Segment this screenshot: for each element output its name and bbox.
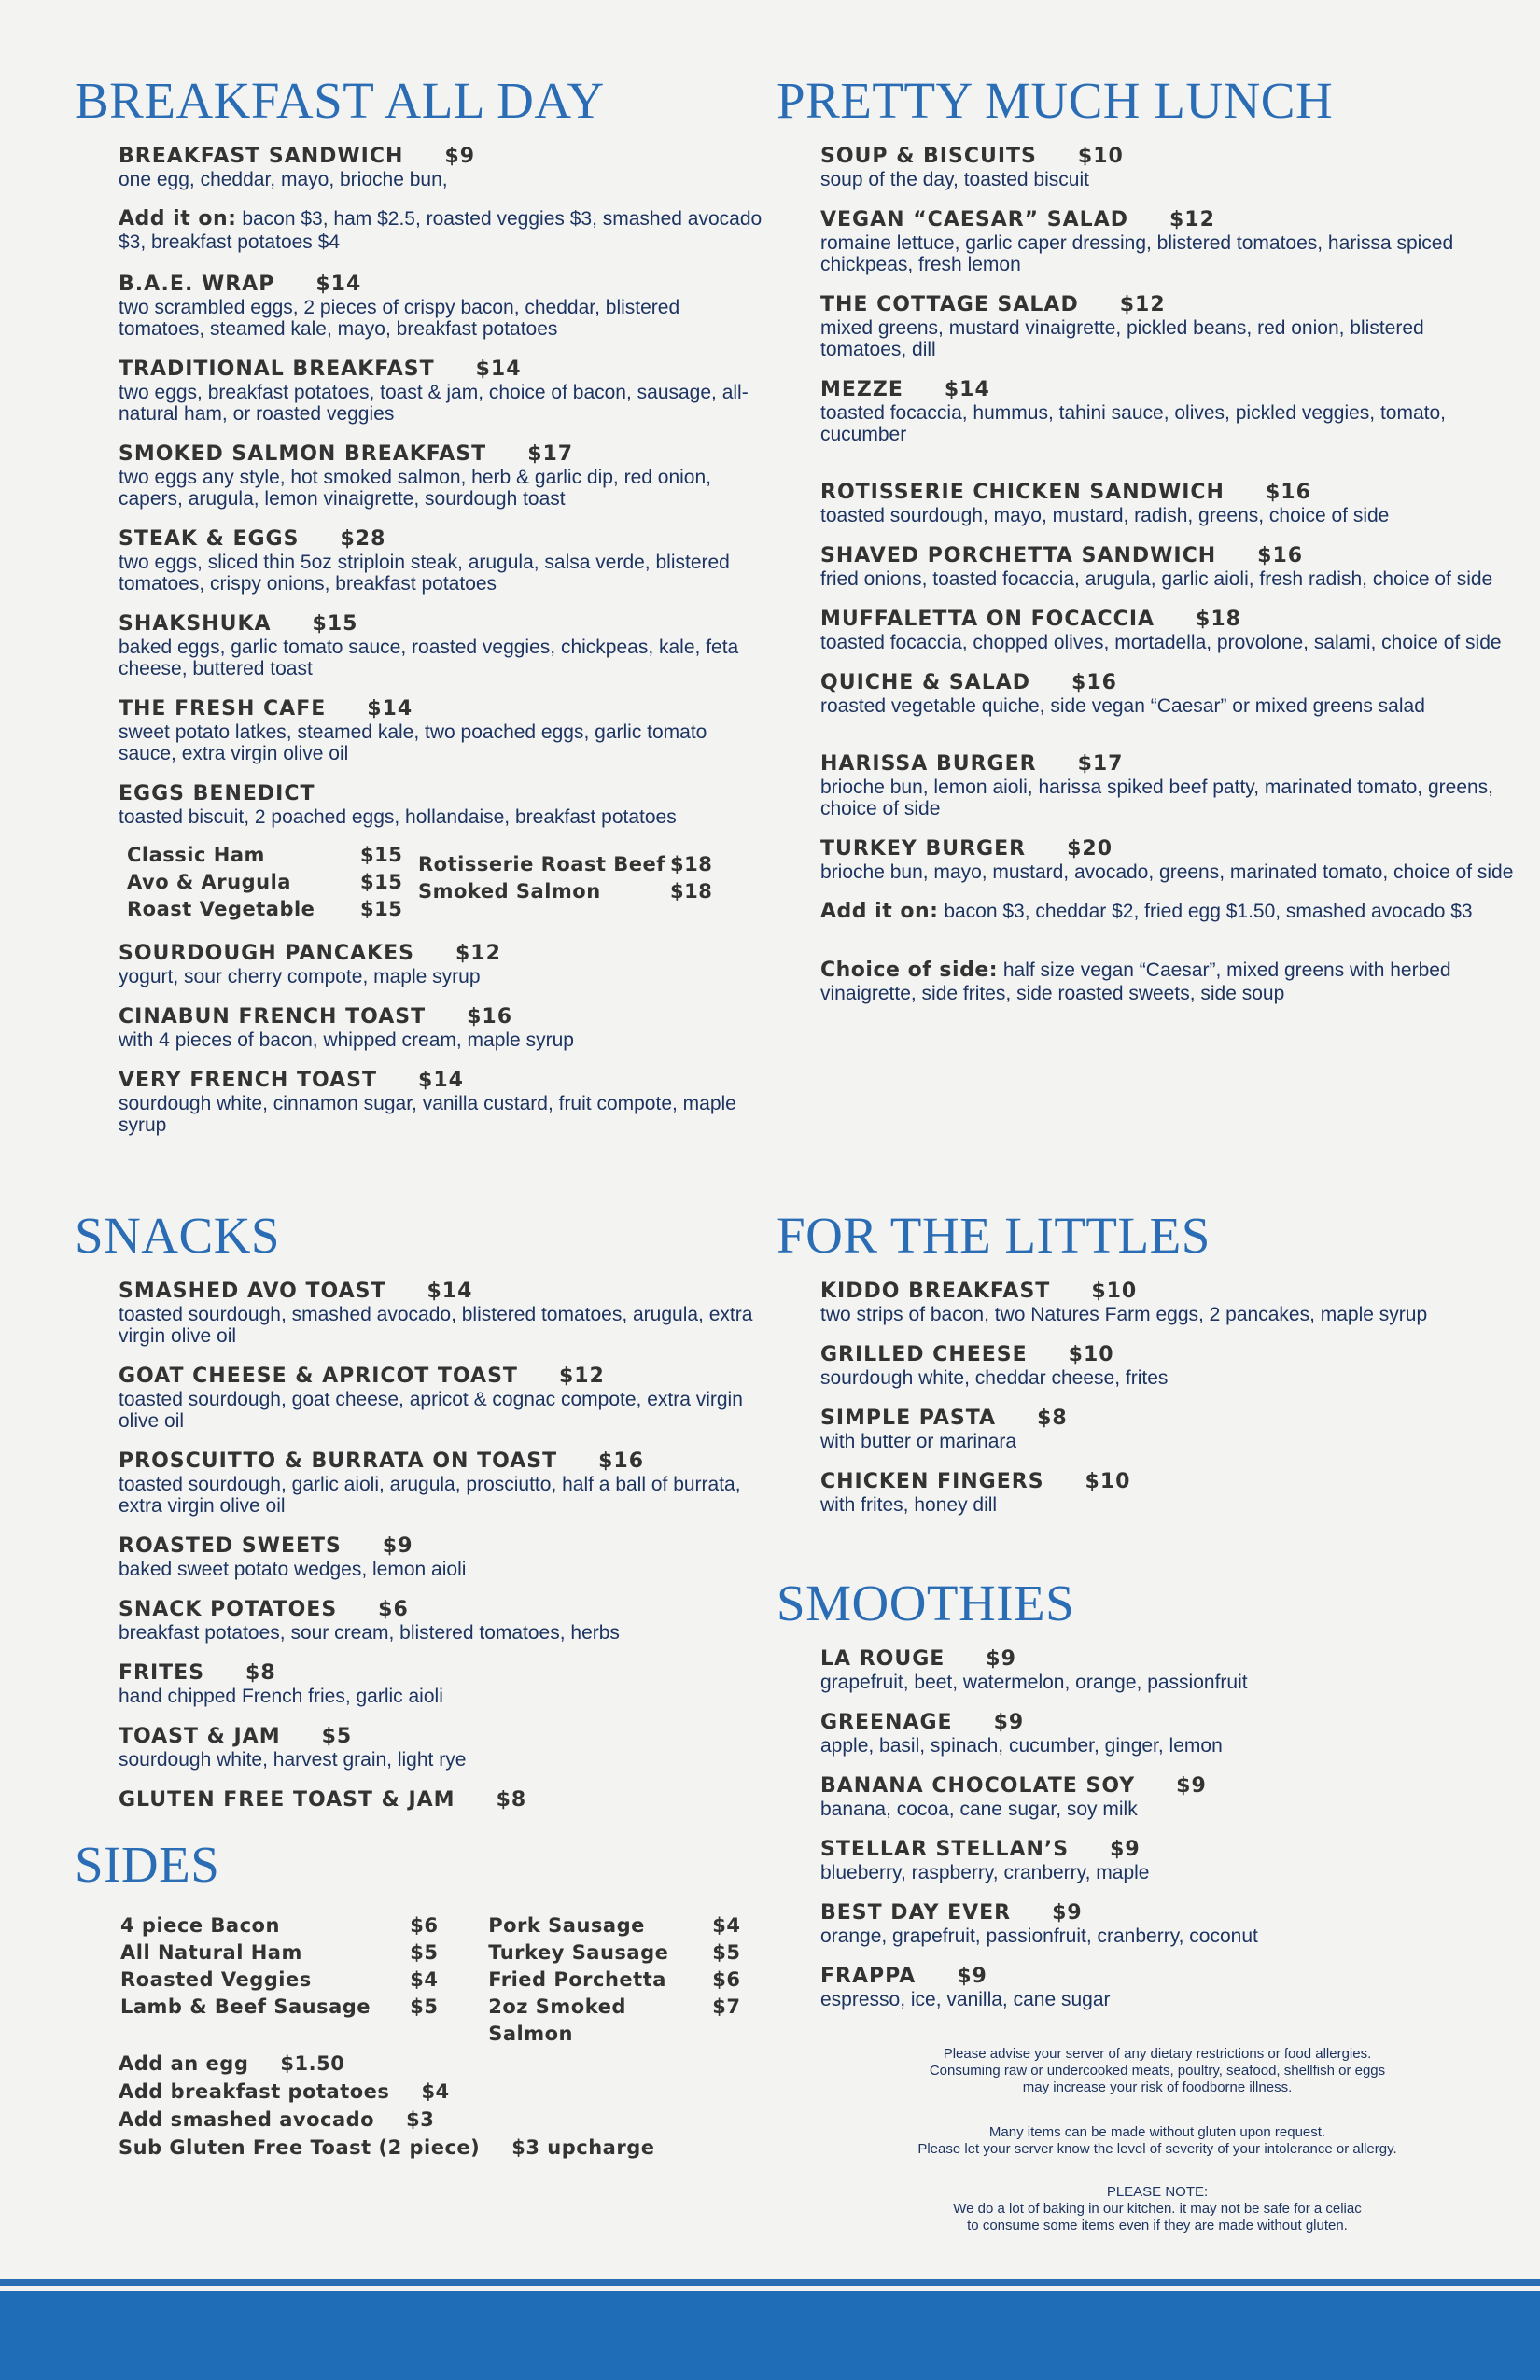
menu-item	[119, 1598, 765, 1644]
item-header	[119, 942, 765, 966]
item-header	[820, 1280, 1514, 1304]
item-price: $15	[312, 612, 358, 636]
item-description: mixed greens, mustard vinaigrette, pickled beans, red onion, blistered tomatoes, dill	[820, 317, 1424, 360]
menu-item	[820, 1280, 1514, 1325]
item-header	[820, 1470, 1514, 1494]
item-header	[119, 782, 765, 806]
extra-row	[119, 2134, 765, 2162]
item-header	[820, 671, 1514, 695]
item-name: TRADITIONAL BREAKFAST	[119, 357, 435, 381]
item-price: $8	[245, 1661, 276, 1685]
item-description: with frites, honey dill	[820, 1494, 998, 1516]
option-name: Rotisserie Roast Beef	[418, 853, 665, 875]
extra-name: Add smashed avocado	[119, 2108, 375, 2131]
item-description: orange, grapefruit, passionfruit, cranberry, coconut	[820, 1925, 1258, 1947]
item-price: $17	[527, 442, 574, 466]
item-description: toasted focaccia, hummus, tahini sauce, olives, pickled veggies, tomato, cucumber	[820, 402, 1447, 445]
item-name: BREAKFAST SANDWICH	[119, 145, 404, 168]
menu-item	[820, 1407, 1514, 1452]
option-price: $15	[360, 844, 403, 866]
item-name: STELLAR STELLAN’S	[820, 1838, 1070, 1861]
add-on-text: bacon $3, cheddar $2, fried egg $1.50, smashed avocado $3	[938, 901, 1473, 922]
item-description: toasted biscuit, 2 poached eggs, hollandaise, breakfast potatoes	[119, 806, 677, 828]
menu-list	[820, 145, 1514, 1006]
option-name: Fried Porchetta	[488, 1968, 666, 1991]
item-header	[820, 1647, 1514, 1672]
option-row	[127, 869, 407, 896]
option-price: $5	[410, 1941, 439, 1964]
option-price: $4	[410, 1968, 439, 1991]
add-on-note	[820, 901, 1514, 924]
menu-item	[119, 1788, 765, 1813]
item-description: breakfast potatoes, sour cream, blistered tomatoes, herbs	[119, 1622, 620, 1644]
option-name: Avo & Arugula	[127, 871, 291, 893]
menu-item	[820, 671, 1514, 717]
option-row	[488, 1912, 765, 1939]
section-title: PRETTY MUCH LUNCH	[777, 72, 1334, 129]
item-name: GOAT CHEESE & APRICOT TOAST	[119, 1365, 518, 1388]
item-price: $9	[957, 1965, 987, 1988]
option-price: $6	[712, 1968, 741, 1991]
item-description: soup of the day, toasted biscuit	[820, 169, 1089, 190]
item-header	[119, 273, 765, 297]
item-header	[820, 1343, 1514, 1367]
item-price: $9	[993, 1711, 1025, 1734]
menu-item	[820, 1711, 1514, 1757]
item-description: with 4 pieces of bacon, whipped cream, maple syrup	[119, 1029, 574, 1051]
menu-item	[119, 1661, 765, 1707]
item-description: sourdough white, cinnamon sugar, vanilla custard, fruit compote, maple syrup	[119, 1093, 736, 1136]
extra-price: $3 upcharge	[511, 2136, 655, 2159]
item-description: grapefruit, beet, watermelon, orange, passionfruit	[820, 1672, 1248, 1693]
item-price: $10	[1091, 1280, 1138, 1303]
item-header	[820, 1407, 1514, 1431]
item-price: $6	[378, 1598, 409, 1621]
menu-item	[119, 942, 765, 987]
extra-price: $1.50	[280, 2052, 345, 2075]
option-name: Roasted Veggies	[120, 1968, 312, 1991]
item-price: $16	[1265, 481, 1311, 504]
option-row	[488, 1994, 765, 2048]
item-header	[119, 527, 765, 552]
item-description: apple, basil, spinach, cucumber, ginger, lemon	[820, 1735, 1223, 1757]
item-price: $12	[558, 1365, 605, 1388]
menu-item	[820, 837, 1514, 883]
item-description: roasted vegetable quiche, side vegan “Caesar” or mixed greens salad	[820, 695, 1425, 717]
item-header	[119, 1365, 765, 1389]
item-price: $8	[496, 1788, 527, 1812]
item-name: BEST DAY EVER	[820, 1901, 1012, 1925]
item-price: $16	[467, 1005, 513, 1029]
item-price: $5	[321, 1725, 353, 1748]
item-description: toasted sourdough, smashed avocado, blistered tomatoes, arugula, extra virgin olive oil	[119, 1304, 753, 1347]
item-name: GREENAGE	[820, 1711, 953, 1734]
item-description: two eggs, sliced thin 5oz striploin steak, arugula, salsa verde, blistered tomatoes, crispy onions, breakfast potatoes	[119, 552, 730, 595]
option-name: Turkey Sausage	[488, 1941, 669, 1964]
menu-list	[820, 1647, 1514, 2010]
note-line: Many items can be made without gluten upon request.	[988, 2124, 1326, 2140]
item-header	[820, 837, 1514, 861]
item-price: $9	[1176, 1774, 1207, 1798]
breakfast-section	[75, 72, 765, 1154]
menu-item	[820, 293, 1514, 360]
item-description: two eggs, breakfast potatoes, toast & jam, choice of bacon, sausage, all-natural ham, or roasted veggies	[119, 382, 749, 425]
snacks-section	[75, 1207, 765, 1830]
menu-item	[119, 782, 765, 828]
extra-row	[119, 2106, 765, 2134]
item-name: SIMPLE PASTA	[820, 1407, 997, 1430]
add-on-label: Choice of side:	[820, 959, 999, 982]
item-price: $14	[315, 273, 362, 296]
allergy-note	[821, 2046, 1493, 2096]
option-row	[120, 1967, 447, 1994]
extra-name: Add breakfast potatoes	[119, 2080, 390, 2103]
item-header	[820, 1838, 1514, 1862]
menu-item	[119, 1534, 765, 1580]
item-price: $9	[1052, 1901, 1083, 1925]
menu-list	[820, 1280, 1514, 1516]
item-price: $12	[1169, 208, 1215, 231]
item-header	[820, 378, 1514, 402]
item-header	[119, 145, 765, 169]
item-price: $9	[382, 1534, 413, 1558]
item-name: KIDDO BREAKFAST	[820, 1280, 1051, 1303]
item-header	[820, 208, 1514, 232]
item-price: $8	[1037, 1407, 1068, 1430]
item-price: $14	[367, 697, 413, 721]
item-header	[119, 1661, 765, 1686]
item-name: VERY FRENCH TOAST	[119, 1069, 378, 1092]
add-on-text: bacon $3, ham $2.5, roasted veggies $3, smashed avocado $3, breakfast potatoes $4	[119, 208, 763, 253]
item-header	[119, 1005, 765, 1029]
sides-list-right	[488, 1912, 765, 2048]
item-name: SNACK POTATOES	[119, 1598, 338, 1621]
benedict-options	[127, 842, 765, 923]
section-title: FOR THE LITTLES	[777, 1207, 1211, 1264]
item-price: $12	[455, 942, 501, 965]
menu-item	[119, 1449, 765, 1517]
menu-item	[119, 357, 765, 425]
item-name: CINABUN FRENCH TOAST	[119, 1005, 427, 1029]
note-line: PLEASE NOTE:	[1106, 2184, 1209, 2200]
option-row	[120, 1994, 447, 2021]
item-description: sweet potato latkes, steamed kale, two poached eggs, garlic tomato sauce, extra virgin olive oil	[119, 721, 707, 764]
item-name: ROTISSERIE CHICKEN SANDWICH	[820, 481, 1225, 504]
extra-price: $3	[406, 2108, 435, 2131]
item-name: EGGS BENEDICT	[119, 782, 315, 805]
item-price: $10	[1068, 1343, 1114, 1366]
item-name: GRILLED CHEESE	[820, 1343, 1028, 1366]
item-price: $14	[475, 357, 522, 381]
option-name: Lamb & Beef Sausage	[120, 1995, 371, 2018]
item-name: ROASTED SWEETS	[119, 1534, 342, 1558]
item-name: SHAKSHUKA	[119, 612, 272, 636]
menu-item	[820, 145, 1514, 190]
menu-item	[119, 1365, 765, 1432]
menu-item	[119, 1005, 765, 1051]
item-description: banana, cocoa, cane sugar, soy milk	[820, 1799, 1138, 1820]
option-row	[127, 896, 407, 923]
option-row	[418, 878, 726, 905]
item-description: two strips of bacon, two Natures Farm eggs, 2 pancakes, maple syrup	[820, 1304, 1428, 1325]
item-description: sourdough white, cheddar cheese, frites	[820, 1367, 1169, 1389]
option-price: $5	[712, 1941, 741, 1964]
menu-item	[119, 527, 765, 595]
extra-row	[119, 2050, 765, 2078]
add-on-note	[820, 959, 1514, 1006]
menu-list	[119, 145, 765, 828]
item-header	[119, 1280, 765, 1304]
extra-price: $4	[421, 2080, 450, 2103]
item-name: GLUTEN FREE TOAST & JAM	[119, 1788, 455, 1812]
item-price: $17	[1077, 752, 1124, 776]
item-price: $14	[944, 378, 990, 401]
item-description: one egg, cheddar, mayo, brioche bun,	[119, 169, 448, 190]
item-name: SOURDOUGH PANCAKES	[119, 942, 414, 965]
item-price: $12	[1119, 293, 1166, 316]
option-row	[127, 842, 407, 869]
item-header	[820, 481, 1514, 505]
add-on-label: Add it on:	[119, 207, 237, 231]
item-name: BANANA CHOCOLATE SOY	[820, 1774, 1136, 1798]
item-price: $10	[1077, 145, 1124, 168]
menu-item	[119, 1069, 765, 1136]
section-title: SMOOTHIES	[777, 1575, 1075, 1631]
item-header	[820, 608, 1514, 632]
item-header	[820, 145, 1514, 169]
item-name: TOAST & JAM	[119, 1725, 281, 1748]
option-price: $18	[670, 853, 713, 875]
option-price: $4	[712, 1914, 741, 1937]
option-name: Smoked Salmon	[418, 880, 601, 903]
add-on-text: half size vegan “Caesar”, mixed greens with herbed vinaigrette, side frites, side roasted sweets, side soup	[820, 959, 1451, 1004]
benedict-options-right	[418, 851, 726, 923]
item-description: baked eggs, garlic tomato sauce, roasted veggies, chickpeas, kale, feta cheese, buttered toast	[119, 637, 739, 679]
item-name: PROSCUITTO & BURRATA ON TOAST	[119, 1449, 558, 1473]
menu-item	[820, 1965, 1514, 2010]
item-name: FRAPPA	[820, 1965, 917, 1988]
option-price: $15	[360, 871, 403, 893]
item-description: blueberry, raspberry, cranberry, maple	[820, 1862, 1150, 1883]
gluten-note	[821, 2124, 1493, 2158]
item-header	[820, 1965, 1514, 1989]
item-description: toasted focaccia, chopped olives, mortadella, provolone, salami, choice of side	[820, 632, 1502, 653]
add-on-label: Add it on:	[820, 900, 939, 923]
menu-item	[820, 1470, 1514, 1516]
item-header	[119, 442, 765, 467]
option-name: 2oz Smoked Salmon	[488, 1995, 626, 2045]
item-header	[820, 752, 1514, 777]
item-name: THE FRESH CAFE	[119, 697, 327, 721]
option-name: Pork Sausage	[488, 1914, 645, 1937]
item-description: sourdough white, harvest grain, light rye	[119, 1749, 467, 1771]
extra-row	[119, 2078, 765, 2106]
menu-item	[820, 544, 1514, 590]
option-row	[488, 1939, 765, 1967]
option-name: Roast Vegetable	[127, 898, 315, 920]
item-price: $14	[427, 1280, 473, 1303]
menu-item	[820, 208, 1514, 275]
option-row	[418, 851, 726, 878]
item-description: fried onions, toasted focaccia, arugula, garlic aioli, fresh radish, choice of side	[820, 568, 1493, 590]
section-title: SNACKS	[75, 1207, 281, 1264]
item-header	[820, 544, 1514, 568]
celiac-note	[821, 2184, 1493, 2234]
menu-item	[119, 273, 765, 340]
item-header	[119, 1788, 765, 1813]
item-name: SMOKED SALMON BREAKFAST	[119, 442, 487, 466]
menu-item	[820, 1343, 1514, 1389]
item-description: two eggs any style, hot smoked salmon, herb & garlic dip, red onion, capers, arugula, lemon vinaigrette, sourdough toast	[119, 467, 712, 510]
item-description: yogurt, sour cherry compote, maple syrup	[119, 966, 481, 987]
section-title: BREAKFAST ALL DAY	[75, 72, 605, 129]
sides-grid	[120, 1912, 765, 2048]
item-description: romaine lettuce, garlic caper dressing, blistered tomatoes, harissa spiced chickpeas, fresh lemon	[820, 232, 1454, 275]
option-name: Classic Ham	[127, 844, 265, 866]
item-price: $9	[986, 1647, 1016, 1671]
item-price: $20	[1067, 837, 1113, 861]
item-price: $14	[418, 1069, 464, 1092]
menu-item	[820, 1901, 1514, 1947]
item-header	[119, 1069, 765, 1093]
item-price: $16	[598, 1449, 645, 1473]
option-row	[120, 1912, 447, 1939]
note-line: may increase your risk of foodborne illness.	[1022, 2079, 1293, 2095]
item-header	[119, 1725, 765, 1749]
menu-item	[119, 145, 765, 190]
item-price: $28	[340, 527, 386, 551]
menu-item	[820, 752, 1514, 819]
note-line: We do a lot of baking in our kitchen. it may not be safe for a celiac	[953, 2201, 1362, 2217]
item-description: two scrambled eggs, 2 pieces of crispy bacon, cheddar, blistered tomatoes, steamed kale, mayo, breakfast potatoes	[119, 297, 680, 340]
note-line: to consume some items even if they are made without gluten.	[967, 2218, 1348, 2233]
item-price: $16	[1257, 544, 1304, 567]
extra-name: Add an egg	[119, 2052, 249, 2075]
item-header	[820, 1901, 1514, 1925]
item-name: FRITES	[119, 1661, 205, 1685]
option-row	[488, 1967, 765, 1994]
note-line: Please advise your server of any dietary restrictions or food allergies.	[943, 2046, 1372, 2062]
menu-item	[119, 442, 765, 510]
footer-stripe	[0, 2279, 1540, 2286]
menu-item	[820, 1774, 1514, 1820]
option-price: $7	[712, 1995, 741, 2018]
menu-item	[820, 1838, 1514, 1883]
menu-item	[820, 481, 1514, 526]
section-title: SIDES	[75, 1836, 220, 1893]
item-price: $10	[1085, 1470, 1131, 1493]
menu-list	[119, 1280, 765, 1813]
option-price: $5	[410, 1995, 439, 2018]
item-header	[820, 1774, 1514, 1799]
item-name: STEAK & EGGS	[119, 527, 300, 551]
menu-item	[119, 697, 765, 764]
benedict-options-left	[127, 842, 407, 923]
sides-list-left	[120, 1912, 447, 2048]
option-name: 4 piece Bacon	[120, 1914, 280, 1937]
item-description: hand chipped French fries, garlic aioli	[119, 1686, 443, 1707]
item-name: QUICHE & SALAD	[820, 671, 1031, 694]
option-price: $18	[670, 880, 713, 903]
item-header	[119, 1449, 765, 1474]
menu-item	[820, 378, 1514, 445]
item-header	[820, 293, 1514, 317]
note-line: Consuming raw or undercooked meats, poultry, seafood, shellfish or eggs	[929, 2063, 1386, 2079]
menu-item	[820, 608, 1514, 653]
item-description: toasted sourdough, garlic aioli, arugula, prosciutto, half a ball of burrata, extra virgin olive oil	[119, 1474, 741, 1517]
item-price: $16	[1071, 671, 1117, 694]
smoothies-section	[777, 1577, 1514, 2028]
item-price: $9	[444, 145, 476, 168]
item-name: HARISSA BURGER	[820, 752, 1037, 776]
footer-band	[0, 2291, 1540, 2380]
item-description: toasted sourdough, goat cheese, apricot & cognac compote, extra virgin olive oil	[119, 1389, 743, 1432]
item-price: $9	[1110, 1838, 1141, 1861]
item-description: with butter or marinara	[820, 1431, 1017, 1452]
item-name: SHAVED PORCHETTA SANDWICH	[820, 544, 1217, 567]
item-name: TURKEY BURGER	[820, 837, 1027, 861]
menu-item	[119, 612, 765, 679]
add-on-note	[119, 208, 765, 255]
item-description: brioche bun, lemon aioli, harissa spiked beef patty, marinated tomato, greens, choice of side	[820, 777, 1494, 819]
item-name: SMASHED AVO TOAST	[119, 1280, 386, 1303]
lunch-section	[777, 72, 1514, 1024]
item-name: MEZZE	[820, 378, 903, 401]
menu-item	[820, 1647, 1514, 1693]
option-row	[120, 1939, 447, 1967]
item-header	[119, 697, 765, 721]
menu-item	[119, 1725, 765, 1771]
item-header	[119, 357, 765, 382]
item-price: $18	[1196, 608, 1241, 631]
item-name: CHICKEN FINGERS	[820, 1470, 1044, 1493]
extra-name: Sub Gluten Free Toast (2 piece)	[119, 2136, 481, 2159]
item-header	[820, 1711, 1514, 1735]
item-name: VEGAN “CAESAR” SALAD	[820, 208, 1128, 231]
item-name: MUFFALETTA ON FOCACCIA	[820, 608, 1155, 631]
item-name: THE COTTAGE SALAD	[820, 293, 1079, 316]
option-price: $6	[410, 1914, 439, 1937]
item-description: toasted sourdough, mayo, mustard, radish, greens, choice of side	[820, 505, 1390, 526]
littles-section	[777, 1207, 1514, 1533]
item-header	[119, 1534, 765, 1559]
item-header	[119, 1598, 765, 1622]
menu-list	[119, 942, 765, 1136]
sides-section	[75, 1836, 765, 2162]
item-description: brioche bun, mayo, mustard, avocado, greens, marinated tomato, choice of side	[820, 861, 1514, 883]
item-name: B.A.E. WRAP	[119, 273, 275, 296]
sides-extras	[119, 2050, 765, 2162]
menu-item	[119, 1280, 765, 1347]
option-price: $15	[360, 898, 403, 920]
option-name: All Natural Ham	[120, 1941, 302, 1964]
item-name: SOUP & BISCUITS	[820, 145, 1037, 168]
item-description: espresso, ice, vanilla, cane sugar	[820, 1989, 1111, 2010]
item-description: baked sweet potato wedges, lemon aioli	[119, 1559, 467, 1580]
item-name: LA ROUGE	[820, 1647, 945, 1671]
note-line: Please let your server know the level of severity of your intolerance or allergy.	[917, 2141, 1397, 2157]
item-header	[119, 612, 765, 637]
